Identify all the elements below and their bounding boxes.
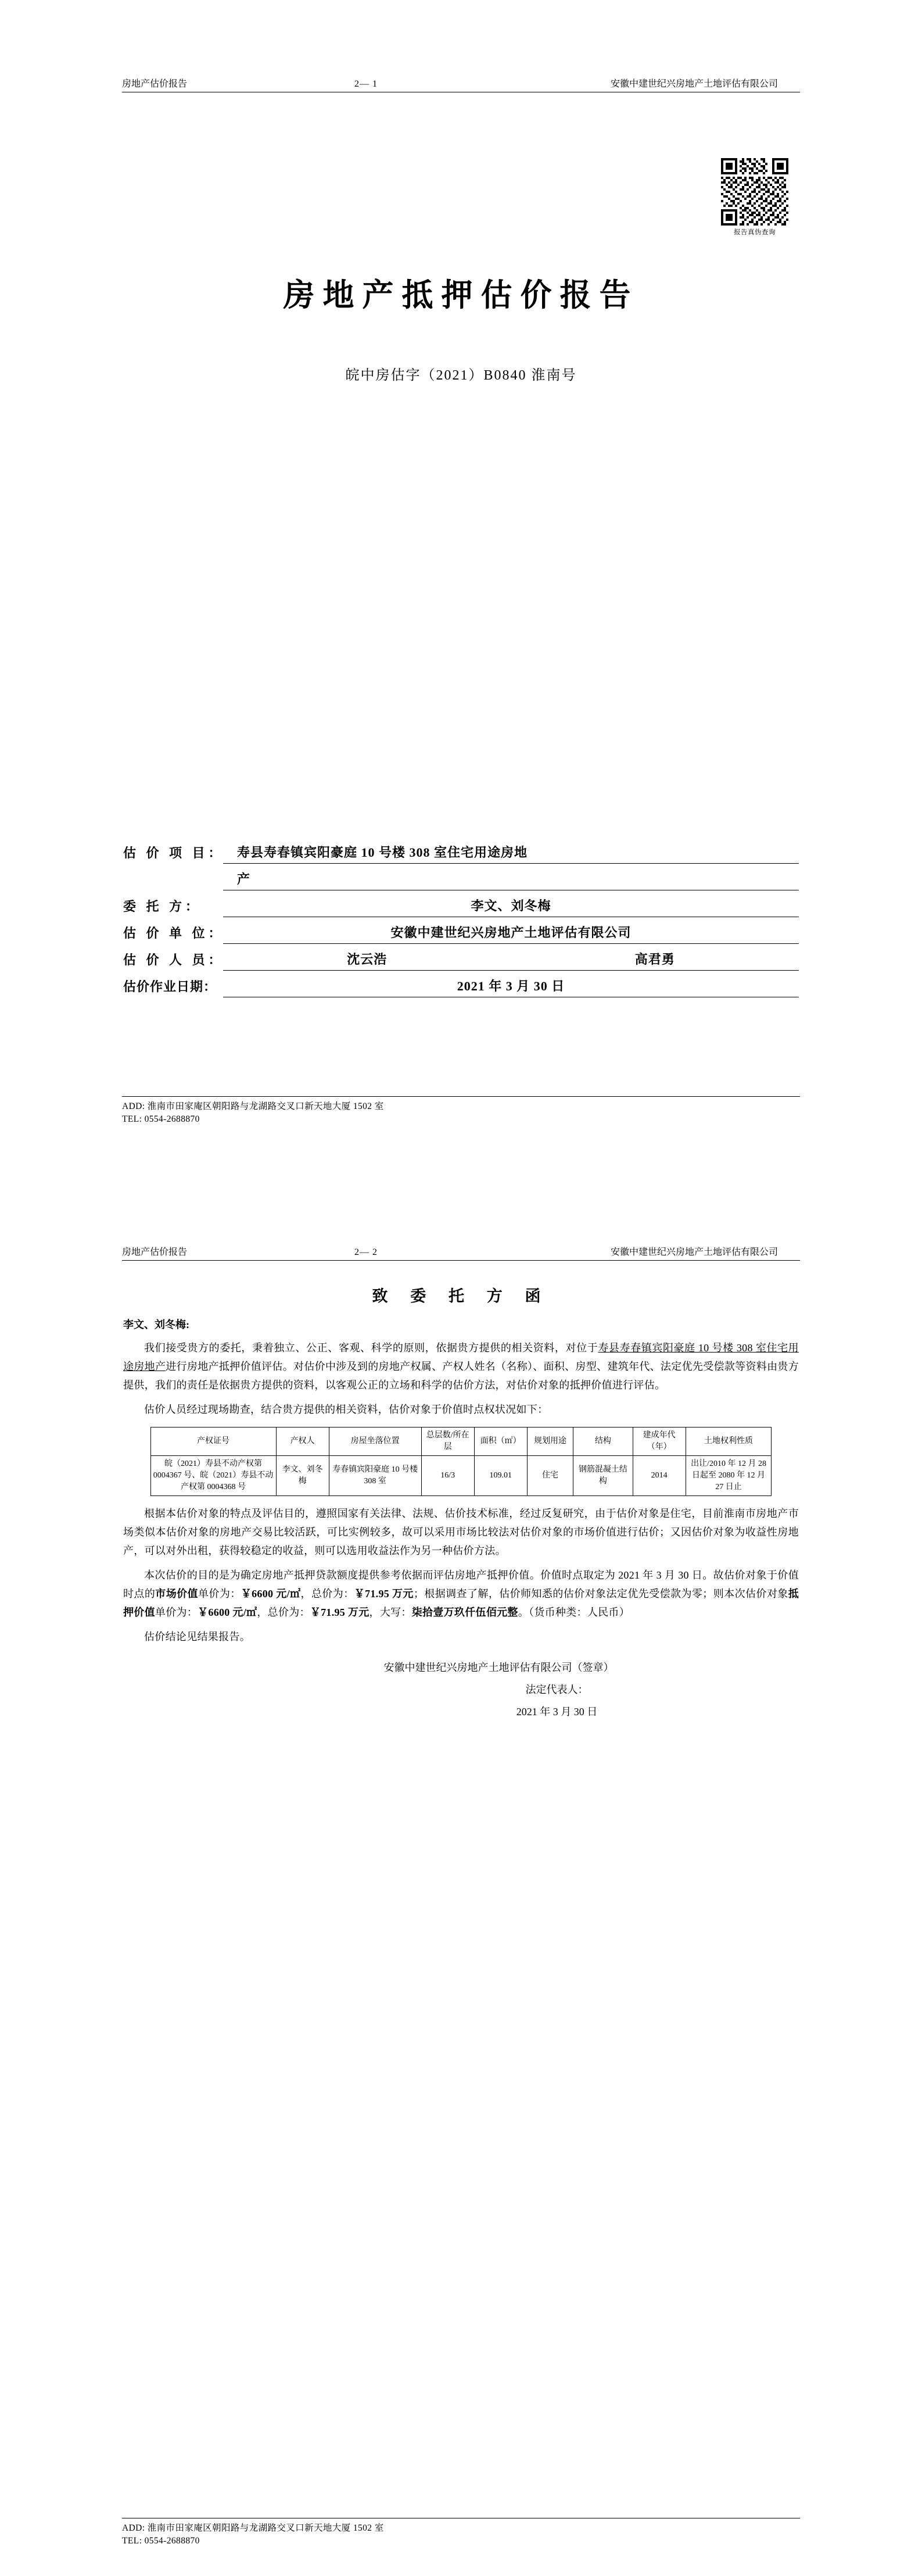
footer-address: ADD: 淮南市田家庵区朝阳路与龙湖路交叉口新天地大厦 1502 室 [122,2523,384,2533]
cell-structure: 钢筋混凝土结构 [573,1456,633,1496]
field-client-label: 委 托 方： [123,899,202,914]
field-work-date-label: 估价作业日期： [123,979,217,994]
field-client-value: 李文、刘冬梅 [223,896,799,917]
paragraph-1: 我们接受贵方的委托，秉着独立、公正、客观、科学的原则，依据贵方提供的相关资料，对位于寿县寿春镇宾阳豪庭 10 号楼 308 室住宅用途房地产进行房地产抵押价值评估。对估价中涉及到的房地产权属、产权人姓名（名称）、面积、房型、建筑年代、法定优先受偿款等资料由贵方提供，我们的责任是依据贵方提供的资料，以客观公正的立场和科学的估价方法，对估价对象的抵押价值进行评估。 [123,1342,799,1391]
page-1-footer [122,1096,800,1126]
footer-telephone: TEL: 0554-2688870 [122,2536,200,2546]
running-header [122,78,800,90]
footer-address: ADD: 淮南市田家庵区朝阳路与龙湖路交叉口新天地大厦 1502 室 [122,1101,384,1111]
qr-code-caption: 报告真伪查询 [734,229,776,236]
cell-year-built: 2014 [633,1456,686,1496]
header-divider [122,1260,800,1261]
th-land-right: 土地权利性质 [686,1427,772,1456]
running-header-left: 房地产估价报告 [122,79,188,89]
field-work-date [123,976,799,997]
salutation: 李文、刘冬梅: [123,1319,189,1330]
field-client [123,896,799,917]
cell-floors: 16/3 [421,1456,474,1496]
cell-owner: 李文、刘冬梅 [276,1456,329,1496]
section-title: 致 委 托 方 函 [372,1287,550,1305]
document-number: 皖中房估字（2021）B0840 淮南号 [345,368,577,383]
cell-usage: 住宅 [527,1456,573,1496]
signature-date: 2021 年 3 月 30 日 [516,1706,598,1718]
running-header-page-number: 2— 2 [354,1247,378,1257]
cell-location: 寿春镇宾阳豪庭 10 号楼 308 室 [329,1456,421,1496]
page-title: 房地产抵押估价报告 [283,278,639,313]
signature-legal-representative: 法定代表人： [525,1684,589,1695]
cell-certificate-no: 皖（2021）寿县不动产权第 0004367 号、皖（2021）寿县不动产权第 0004368 号 [150,1456,276,1496]
table-row [150,1456,772,1496]
field-appraisers-label: 估 价 人 员： [123,953,225,967]
th-usage: 规划用途 [527,1427,573,1456]
field-appraisers-value [223,950,799,971]
signature-block [123,1656,799,1723]
th-year-built: 建成年代（年） [633,1427,686,1456]
appraiser-name-1: 沈云浩 [347,952,388,967]
field-project-value: 寿县寿春镇宾阳豪庭 10 号楼 308 室住宅用途房地 [223,843,799,864]
running-header-page2 [122,1247,800,1258]
footer-telephone: TEL: 0554-2688870 [122,1114,200,1124]
page-2-footer [122,2518,800,2548]
th-owner: 产权人 [276,1427,329,1456]
qr-code-block [716,158,793,237]
th-floors: 总层数/所在层 [421,1427,474,1456]
cell-area: 109.01 [474,1456,527,1496]
field-project-label: 估 价 项 目： [123,846,225,860]
cover-fields [123,843,799,1003]
th-area: 面积（㎡） [474,1427,527,1456]
paragraph-2: 估价人员经过现场勘查，结合贵方提供的相关资料，估价对象于价值时点权状况如下： [144,1404,548,1415]
table-header-row [150,1427,772,1456]
field-project [123,843,799,864]
page-1 [0,0,922,1209]
property-table [150,1427,772,1496]
paragraph-5: 估价结论见结果报告。 [144,1631,250,1643]
cell-land-right: 出让/2010 年 12 月 28 日起至 2080 年 12 月 27 日止 [686,1456,772,1496]
field-appraisal-firm [123,923,799,944]
signature-company: 安徽中建世纪兴房地产土地评估有限公司（签章） [383,1662,614,1673]
field-appraisal-firm-value: 安徽中建世纪兴房地产土地评估有限公司 [223,923,799,944]
page-2 [0,1209,922,2576]
th-location: 房屋坐落位置 [329,1427,421,1456]
paragraph-3: 根据本估价对象的特点及评估目的，遵照国家有关法律、法规、估价技术标准，经过反复研究，由于估价对象是住宅，目前淮南市房地产市场类似本估价对象的房地产交易比较活跃，可比实例较多，故可以采用市场比较法对估价对象的市场价值进行估价；又因估价对象为收益性房地产，可以对外出租，获得较稳定的收益，则可以选用收益法作为另一种估价方法。 [123,1508,799,1557]
footer-divider [122,1096,800,1097]
running-header-right: 安徽中建世纪兴房地产土地评估有限公司 [610,1247,778,1257]
th-certificate-no: 产权证号 [150,1427,276,1456]
field-appraisers [123,950,799,971]
field-project-value-cont: 产 [223,870,799,890]
field-work-date-value: 2021 年 3 月 30 日 [223,976,799,997]
th-structure: 结构 [573,1427,633,1456]
field-appraisal-firm-label: 估 价 单 位： [123,926,225,940]
appraiser-name-2: 高君勇 [634,952,675,967]
running-header-left: 房地产估价报告 [122,1247,188,1257]
running-header-right: 安徽中建世纪兴房地产土地评估有限公司 [610,79,778,89]
running-header-page-number: 2— 1 [354,79,378,89]
paragraph-4: 本次估价的目的是为确定房地产抵押贷款额度提供参考依据而评估房地产抵押价值。价值时点取定为 2021 年 3 月 30 日。故估价对象于价值时点的市场价值单价为：￥6600 元/㎡，总价为：￥71.95 万元；根据调查了解，估价师知悉的估价对象法定优先受偿款为零；则本次估价对象抵押价值单价为：￥6600 元/㎡，总价为：￥71.95 万元，大写：柒拾壹万玖仟伍佰元整。（货币种类：人民币） [123,1569,799,1618]
letter-body [123,1316,799,1723]
qr-code-icon [721,158,788,226]
